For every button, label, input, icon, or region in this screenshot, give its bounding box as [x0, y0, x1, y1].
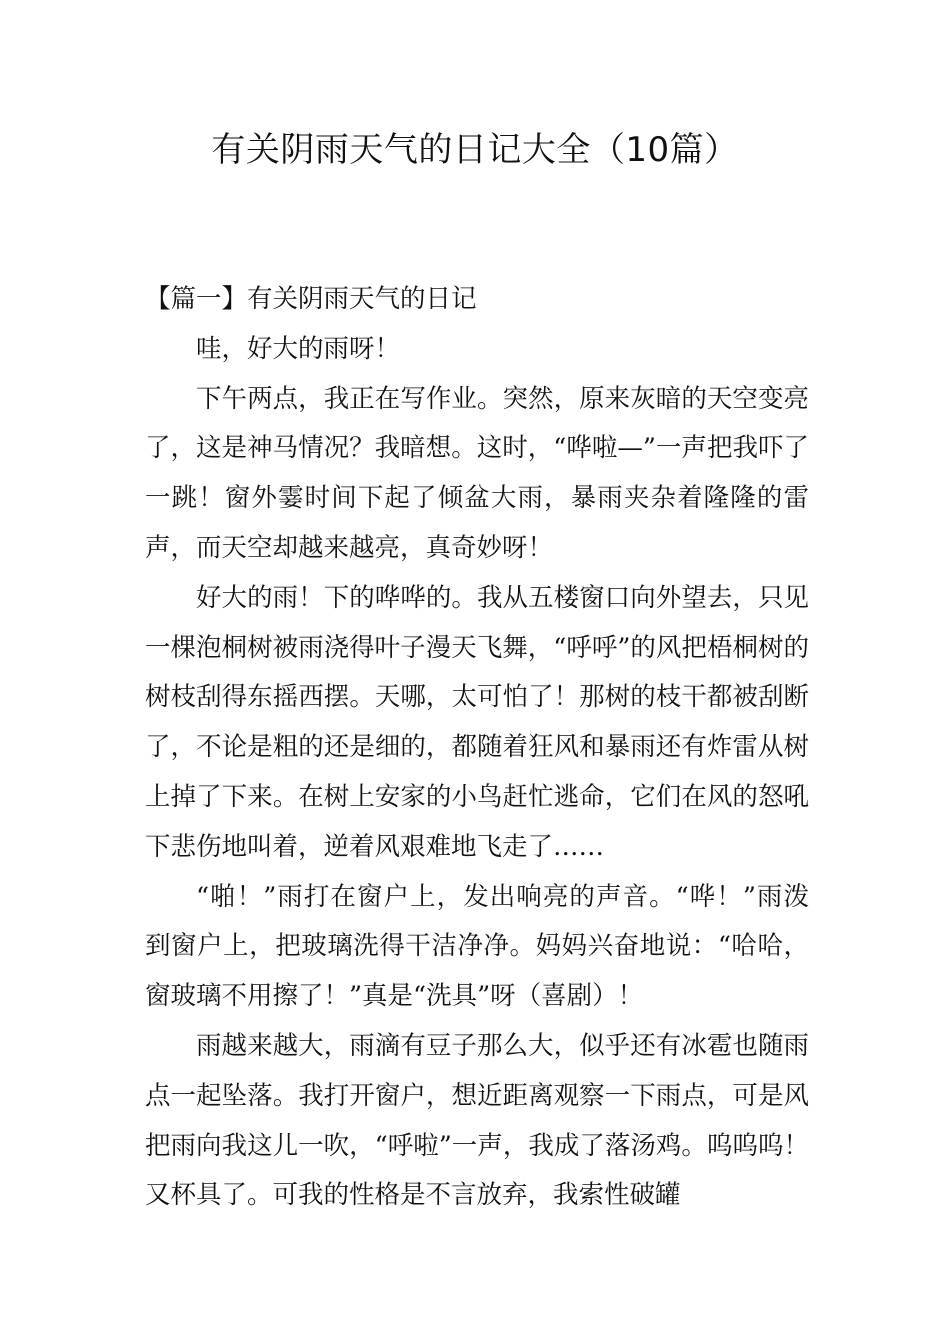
paragraph: “啪！”雨打在窗户上，发出响亮的声音。“哗！”雨泼到窗户上，把玻璃洗得干洁净净。妈妈兴奋地说：“哈哈，窗玻璃不用擦了！”真是“洗具”呀（喜剧）！ — [145, 881, 809, 1012]
paragraph: 雨越来越大，雨滴有豆子那么大，似乎还有冰雹也随雨点一起坠落。我打开窗户，想近距离观察一下雨点，可是风把雨向我这儿一吹，“呼啦”一声，我成了落汤鸡。呜呜呜！又杯具了。可我的性格是不言放弃，我索性破罐 — [145, 1030, 809, 1211]
paragraph: 下午两点，我正在写作业。突然，原来灰暗的天空变亮了，这是神马情况？我暗想。这时，“哗啦—”一声把我吓了一跳！窗外霎时间下起了倾盆大雨，暴雨夹杂着隆隆的雷声，而天空却越来越亮，真奇妙呀！ — [145, 383, 809, 563]
paragraph: 哇，好大的雨呀！ — [196, 333, 401, 364]
document-body — [145, 275, 809, 1221]
document-title: 有关阴雨天气的日记大全（10篇） — [211, 130, 739, 170]
section-heading: 【篇一】有关阴雨天气的日记 — [145, 284, 477, 314]
paragraph: 好大的雨！下的哗哗的。我从五楼窗口向外望去，只见一棵泡桐树被雨浇得叶子漫天飞舞，“呼呼”的风把梧桐树的树枝刮得东摇西摆。天哪，太可怕了！那树的枝干都被刮断了，不论是粗的还是细的，都随着狂风和暴雨还有炸雷从树上掉了下来。在树上安家的小鸟赶忙逃命，它们在风的怒吼下悲伤地叫着，逆着风艰难地飞走了…… — [145, 582, 809, 862]
